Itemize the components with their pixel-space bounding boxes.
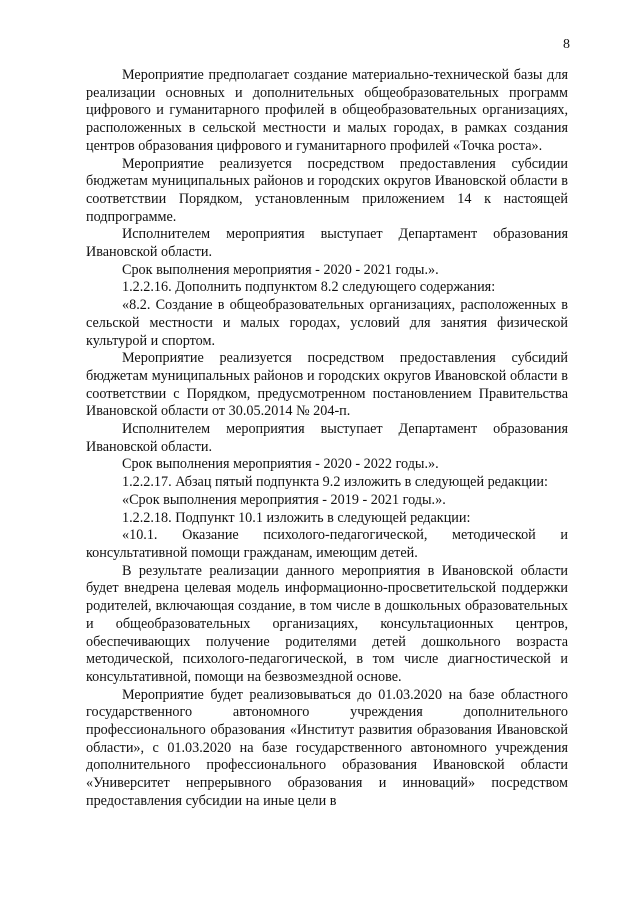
paragraph-item-1-2-2-17: 1.2.2.17. Абзац пятый подпункта 9.2 изложить в следующей редакции: (122, 474, 548, 491)
paragraph-implementation-base: Мероприятие будет реализовываться до 01.03.2020 на базе областного государственного автономного учреждения дополнительного профессионального образования «Институт развития образования Ивановской области», с 01.03.2020 на базе государственного автономного учреждения дополнительного профессионального образования Ивановской области «Университет непрерывного образования и инноваций» посредством предоставления субсидии на иные цели в (86, 686, 568, 809)
page-number: 8 (563, 37, 570, 52)
paragraph-subitem-10-1: «10.1. Оказание психолого-педагогической, методической и консультативной помощи гражданам, имеющим детей. (86, 527, 568, 561)
paragraph-subsidy-order: Мероприятие реализуется посредством предоставления субсидии бюджетам муниципальных районов и городских округов Ивановской области в соответствии Порядком, установленным приложением 14 к настоящей подпрограмме. (86, 155, 568, 225)
paragraph-tochka-rosta: Мероприятие предполагает создание материально-технической базы для реализации основных и дополнительных общеобразовательных программ цифрового и гуманитарного профилей в общеобразовательных организациях, расположенных в сельской местности и малых городах, в рамках создания центров образования цифрового и гуманитарного профилей «Точка роста». (86, 67, 568, 154)
paragraph-parent-support-model: В результате реализации данного мероприятия в Ивановской области будет внедрена целевая модель информационно-просветительской поддержки родителей, включающая создание, в том числе в дошкольных образовательных и общеобразовательных организациях, консультационных центров, обеспечивающих получение родителями детей дошкольного возраста методической, психолого-педагогической, в том числе диагностической и консультативной, помощи на безвозмездной основе. (86, 562, 568, 685)
paragraph-subsidy-decree: Мероприятие реализуется посредством предоставления субсидий бюджетам муниципальных районов и городских округов Ивановской области в соответствии с Порядком, предусмотренном постановлением Правительства Ивановской области от 30.05.2014 № 204-п. (86, 350, 568, 420)
paragraph-executor-2: Исполнителем мероприятия выступает Департамент образования Ивановской области. (86, 421, 568, 455)
paragraph-term-2020-2022: Срок выполнения мероприятия - 2020 - 2022 годы.». (122, 456, 439, 473)
paragraph-term-2019-2021: «Срок выполнения мероприятия - 2019 - 2021 годы.». (122, 491, 446, 508)
paragraph-item-1-2-2-16: 1.2.2.16. Дополнить подпунктом 8.2 следующего содержания: (122, 279, 496, 296)
paragraph-subitem-8-2: «8.2. Создание в общеобразовательных организациях, расположенных в сельской местности и малых городах, условий для занятия физической культурой и спортом. (86, 297, 568, 349)
document-body (86, 67, 568, 811)
paragraph-term-2020-2021: Срок выполнения мероприятия - 2020 - 2021 годы.». (122, 261, 439, 278)
paragraph-executor: Исполнителем мероприятия выступает Департамент образования Ивановской области. (86, 226, 568, 261)
paragraph-item-1-2-2-18: 1.2.2.18. Подпункт 10.1 изложить в следующей редакции: (122, 509, 471, 526)
